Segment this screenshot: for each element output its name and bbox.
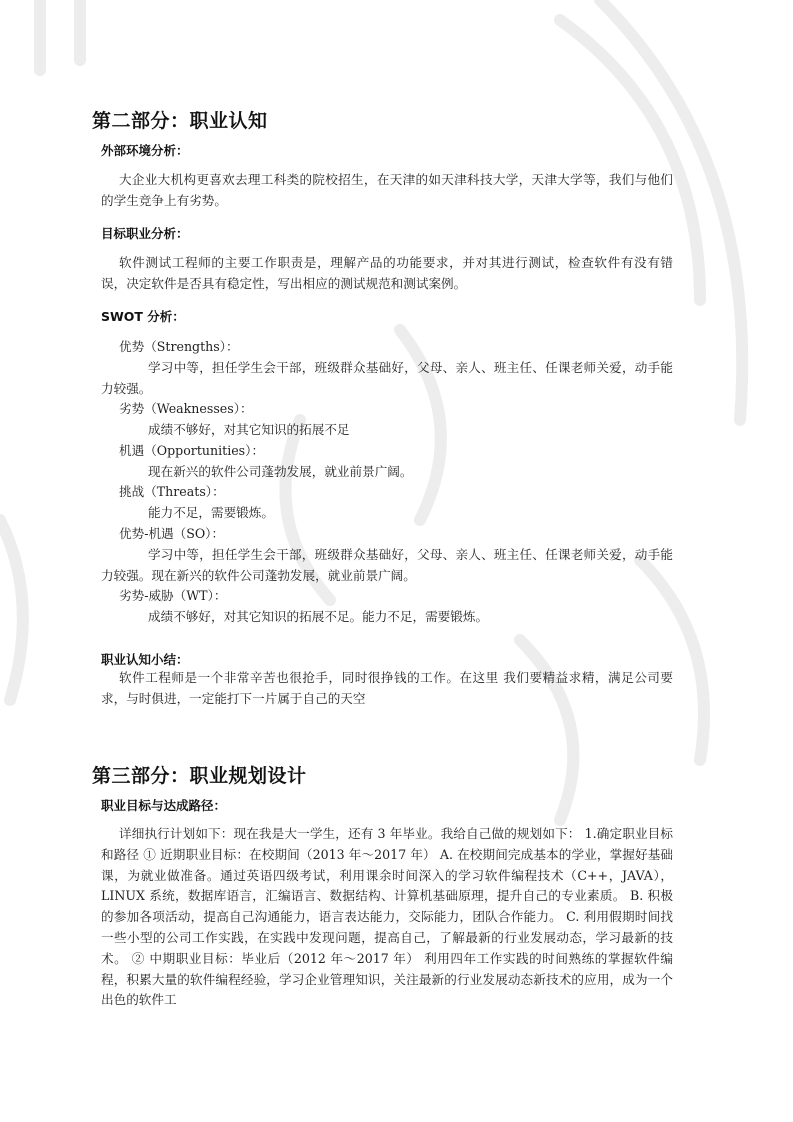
swot-so-label: 优势-机遇（SO）： [119, 526, 225, 541]
part3-title: 第三部分：职业规划设计 [92, 765, 307, 787]
goal-path-heading: 职业目标与达成路径： [101, 798, 227, 813]
swot-wt-label: 劣势-威胁（WT）： [119, 588, 227, 603]
swot-opportunities-text: 现在新兴的软件公司蓬勃发展，就业前景广阔。 [148, 464, 413, 479]
goal-path-text: 详细执行计划如下：现在我是大一学生，还有 3 年毕业。我给自己做的规划如下： 1.确定职业目标和路径 ① 近期职业目标：在校期间（2013 年～2017 年） A. 在校期间完成基本的学业，掌握好基础课，为就业做准备。通过英语四级考试，利用课余时间深入的学习软件编程技术（C++，JAVA），LINUX 系统，数据库语言，汇编语言、数据结构、计算机基础原理，提升自己的专业素质。 B. 积极的参加各项活动，提高自己沟通能力，语言表达能力，交际能力，团队合作能力。 C. 利用假期时间找一些小型的公司工作实践，在实践中发现问题，提高自己，了解最新的行业发展动态，学习最新的技术。 ② 中期职业目标：毕业后（2012 年～2017 年） 利用四年工作实践的时间熟练的掌握软件编程，积累大量的软件编程经验，学习企业管理知识，关注最新的行业发展动态新技术的应用，成为一个出色的软件工 [101, 826, 673, 1008]
summary-heading: 职业认知小结： [101, 652, 189, 667]
swot-opportunities-label: 机遇（Opportunities）： [119, 443, 265, 458]
swot-wt-text: 成绩不够好，对其它知识的拓展不足。能力不足，需要锻炼。 [148, 609, 489, 624]
swot-weaknesses-text: 成绩不够好，对其它知识的拓展不足 [148, 422, 350, 437]
swot-strengths-label: 优势（Strengths）： [119, 339, 239, 354]
swot-threats-label: 挑战（Threats）： [119, 484, 225, 499]
target-career-text: 软件测试工程师的主要工作职责是，理解产品的功能要求，并对其进行测试，检查软件有没有错误，决定软件是否具有稳定性，写出相应的测试规范和测试案例。 [101, 255, 673, 291]
summary-text: 软件工程师是一个非常辛苦也很抢手，同时很挣钱的工作。在这里 我们要精益求精，满足公司要求，与时俱进，一定能打下一片属于自己的天空 [101, 670, 673, 706]
external-env-heading: 外部环境分析： [101, 143, 189, 158]
swot-strengths-text: 学习中等，担任学生会干部，班级群众基础好，父母、亲人、班主任、任课老师关爱，动手能力较强。 [101, 360, 673, 396]
swot-so-text: 学习中等，担任学生会干部，班级群众基础好，父母、亲人、班主任、任课老师关爱，动手能力较强。现在新兴的软件公司蓬勃发展，就业前景广阔。 [101, 547, 673, 583]
external-env-text: 大企业大机构更喜欢去理工科类的院校招生，在天津的如天津科技大学，天津大学等，我们与他们的学生竞争上有劣势。 [101, 172, 673, 208]
swot-weaknesses-label: 劣势（Weaknesses）： [119, 401, 253, 416]
part2-title: 第二部分：职业认知 [92, 110, 268, 132]
swot-threats-text: 能力不足，需要锻炼。 [148, 505, 274, 520]
target-career-heading: 目标职业分析： [101, 226, 189, 241]
swot-heading: SWOT 分析： [101, 309, 185, 324]
